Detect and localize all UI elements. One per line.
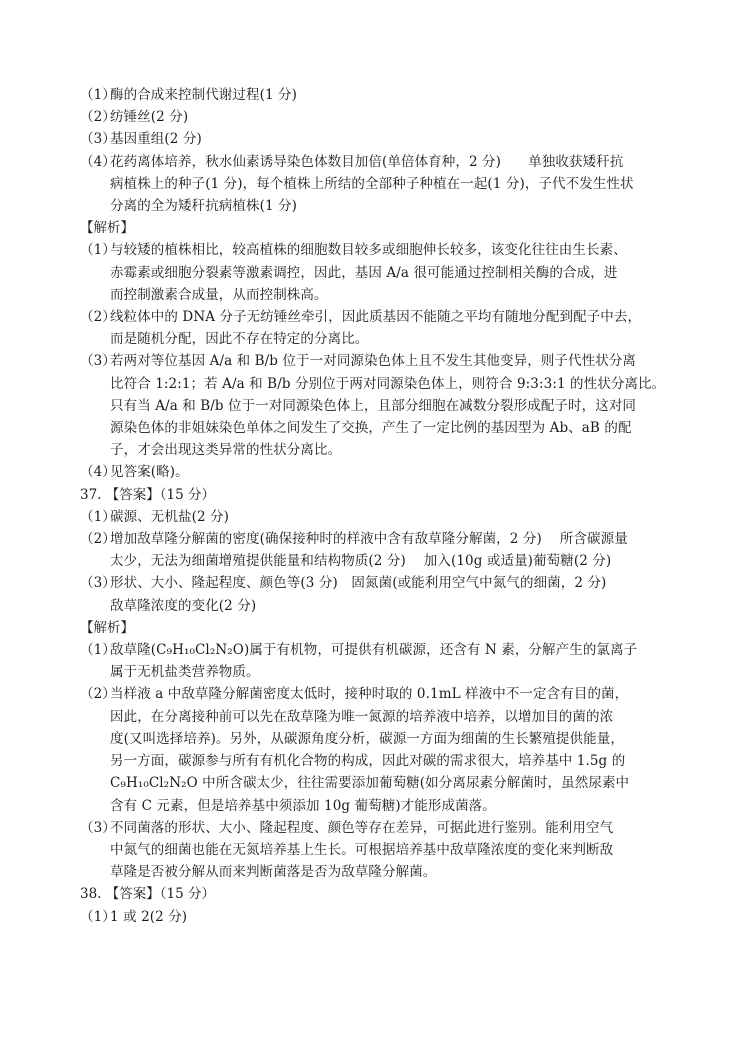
- analysis-37-2-line-6: 含有 C 元素，但是培养基中须添加 10g 葡萄糖)才能形成菌落。: [110, 797, 496, 814]
- analysis-text: 不同菌落的形状、大小、隆起程度、颜色等存在差异，可据此进行鉴别。能利用空气: [110, 819, 614, 836]
- item-number: （3）: [80, 353, 116, 370]
- analysis-37-3-line-3: 草隆是否被分解从而来判断菌落是否为敌草隆分解菌。: [110, 864, 437, 881]
- analysis-36-2-line-2: 而是随机分配，因此不存在特定的分离比。: [110, 331, 369, 348]
- item-number: （4）: [80, 153, 116, 170]
- answer-text: 基因重组(2 分): [110, 131, 202, 148]
- answer-36-4-line-2: 病植株上的种子(1 分)，每个植株上所结的全部种子种植在一起(1 分)，子代不发生性状: [110, 175, 634, 192]
- item-number: （3）: [80, 819, 116, 836]
- answer-36-2: [80, 106, 680, 128]
- answer-text: 碳源、无机盐(2 分): [110, 508, 230, 525]
- question-38-header: 38. 【答案】（15 分）: [80, 886, 215, 903]
- item-number: （1）: [80, 908, 116, 925]
- analysis-37-2-line-3: 度(又叫选择培养)。另外，从碳源角度分析，碳源一方面为细菌的生长繁殖提供能量，: [110, 730, 624, 747]
- answer-36-1: [80, 84, 680, 106]
- answer-37-1: [80, 506, 680, 528]
- analysis-36-3-line-2: 比符合 1:2:1；若 A/a 和 B/b 分别位于两对同源染色体上，则符合 9:3:3:1 的性状分离比。: [110, 375, 666, 392]
- analysis-36-1-line-3: 而控制激素合成量，从而控制株高。: [110, 286, 328, 303]
- analysis-text: 敌草隆(C₉H₁₀Cl₂N₂O)属于有机物，可提供有机碳源，还含有 N 素，分解产生的氯离子: [110, 642, 638, 659]
- analysis-text: 若两对等位基因 A/a 和 B/b 位于一对同源染色体上且不发生其他变异，则子代性状分离: [110, 353, 637, 370]
- item-number: （2）: [80, 309, 116, 326]
- answer-37-3-line-1: [80, 572, 680, 594]
- item-number: （3）: [80, 575, 116, 592]
- analysis-text: 线粒体中的 DNA 分子无纺锤丝牵引，因此质基因不能随之平均有随地分配到配子中去，: [110, 309, 642, 326]
- item-number: （3）: [80, 131, 116, 148]
- analysis-36-4-line-1: [80, 461, 680, 483]
- analysis-label: 【解析】: [80, 619, 134, 636]
- analysis-37-2-line-2: 因此，在分离接种前可以先在敌草隆为唯一氮源的培养液中培养，以增加目的菌的浓: [110, 708, 614, 725]
- item-number: （1）: [80, 508, 116, 525]
- answer-text: 花药离体培养，秋水仙素诱导染色体数目加倍(单倍体育种，2 分) 单独收获矮秆抗: [110, 153, 624, 170]
- answer-text: 1 或 2(2 分): [110, 908, 188, 925]
- analysis-37-1-line-1: [80, 639, 680, 661]
- answer-36-4-line-1: [80, 151, 680, 173]
- item-number: （1）: [80, 642, 116, 659]
- analysis-36-3-line-3: 只有当 A/a 和 B/b 位于一对同源染色体上，且部分细胞在减数分裂形成配子时，这对同: [110, 397, 637, 414]
- answer-37-2-line-2: 太少，无法为细菌增殖提供能量和结构物质(2 分) 加入(10g 或适量)葡萄糖(2 分): [110, 553, 612, 570]
- analysis-37-1-line-2: 属于无机盐类营养物质。: [110, 664, 260, 681]
- analysis-36-3-line-1: [80, 350, 680, 372]
- item-number: （1）: [80, 242, 116, 259]
- analysis-36-1-line-1: [80, 239, 680, 261]
- question-37-header: 37. 【答案】（15 分）: [80, 486, 215, 503]
- analysis-text: 与较矮的植株相比，较高植株的细胞数目较多或细胞伸长较多，该变化往往由生长素、: [110, 242, 627, 259]
- item-number: （2）: [80, 109, 116, 126]
- answer-36-4-line-3: 分离的全为矮秆抗病植株(1 分): [110, 198, 298, 215]
- answer-key-content: [80, 84, 680, 928]
- answer-text: 增加敌草隆分解菌的密度(确保接种时的样液中含有敌草隆分解菌，2 分) 所含碳源量: [110, 531, 628, 548]
- answer-text: 纺锤丝(2 分): [110, 109, 189, 126]
- item-number: （1）: [80, 87, 116, 103]
- analysis-37-3-line-2: 中氮气的细菌也能在无氮培养基上生长。可根据培养基中敌草隆浓度的变化来判断敌: [110, 841, 614, 858]
- answer-36-3: [80, 128, 680, 150]
- answer-38-1: [80, 906, 680, 928]
- analysis-37-2-line-1: [80, 683, 680, 705]
- analysis-text: 当样液 a 中敌草隆分解菌密度太低时，接种时取的 0.1mL 样液中不一定含有目的菌，: [110, 686, 629, 703]
- answer-37-3-line-2: 敌草隆浓度的变化(2 分): [110, 597, 257, 614]
- item-number: （4）: [80, 464, 116, 481]
- analysis-37-2-line-5: C₉H₁₀Cl₂N₂O 中所含碳太少，往往需要添加葡萄糖(如分离尿素分解菌时，虽然尿素中: [110, 775, 630, 792]
- answer-37-2-line-1: [80, 528, 680, 550]
- answer-text: 酶的合成来控制代谢过程(1 分): [110, 87, 298, 103]
- analysis-37-3-line-1: [80, 817, 680, 839]
- analysis-36-2-line-1: [80, 306, 680, 328]
- item-number: （2）: [80, 686, 116, 703]
- analysis-36-1-line-2: 赤霉素或细胞分裂素等激素调控，因此，基因 A/a 很可能通过控制相关酶的合成，进: [110, 264, 618, 281]
- analysis-37-2-line-4: 另一方面，碳源参与所有有机化合物的构成，因此对碳的需求很大，培养基中 1.5g 的: [110, 753, 626, 770]
- analysis-36-3-line-4: 源染色体的非姐妹染色单体之间发生了交换，产生了一定比例的基因型为 Ab、aB 的配: [110, 420, 632, 437]
- answer-text: 形状、大小、隆起程度、颜色等(3 分) 固氮菌(或能利用空气中氮气的细菌，2 分): [110, 575, 607, 592]
- analysis-label: 【解析】: [80, 220, 134, 237]
- analysis-36-3-line-5: 子，才会出现这类异常的性状分离比。: [110, 442, 342, 459]
- analysis-text: 见答案(略)。: [110, 464, 189, 481]
- item-number: （2）: [80, 531, 116, 548]
